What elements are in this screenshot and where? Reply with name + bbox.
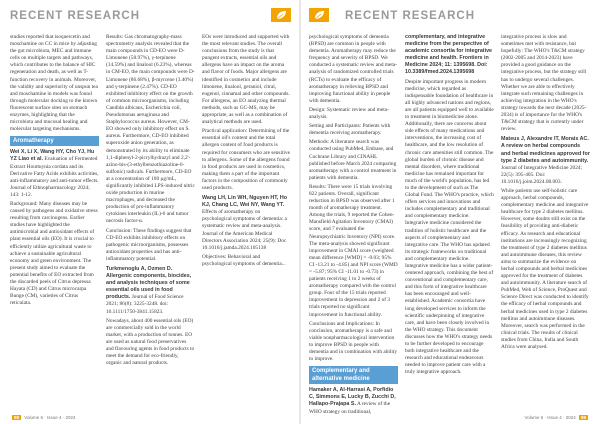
reference-title: Mateus J, Alexandre IT, Morais AC. A review on herbal compounds and herbal medicines approved for type 2 diabetes and autoimmunity. bbox=[501, 136, 590, 164]
paragraph: Objectives: Behavioral and psychological symptoms of dementia... bbox=[202, 253, 286, 267]
paragraph: Nowadays, about 400 essential oils (EO) are commercially sold in the world market, with a production of tonnes. EO are used as natural food preservatives and flavouring agents in food products to meet the demand for eco-friendly, organic and natural products. bbox=[106, 317, 195, 367]
right-footer bbox=[524, 415, 590, 420]
paragraph: Design: Systematic review and meta-analysis. bbox=[309, 106, 389, 121]
left-columns bbox=[10, 34, 291, 408]
reference-entry bbox=[501, 136, 590, 186]
page-number: 99 bbox=[580, 415, 586, 420]
reference-entry bbox=[309, 387, 398, 415]
leaf-logo-icon bbox=[309, 8, 329, 22]
reference-entry bbox=[202, 195, 291, 252]
reference-title: Wang LH, Lin WH, Nguyen HT, Ho KJ, Chang LC, Wei NY, Wang YT. bbox=[202, 195, 287, 209]
right-column-1 bbox=[309, 34, 398, 415]
reference-body: Effects of aromatherapy on psychological symptoms of dementia: a systematic review and meta-analysis. Journal of the American Medical Directors Association 2024; 25(9): Doc 10.1016/j.jamda.2024.105138 bbox=[202, 209, 287, 251]
left-footer bbox=[10, 415, 76, 420]
right-header bbox=[309, 0, 590, 34]
left-column-1 bbox=[10, 34, 99, 408]
paragraph: Methods: A literature search was conducted using PubMed, Embase, and Cochrane Library and CINAHL published before March 2024 comparing aromatherapy with a control treatment in patients with dementia. bbox=[309, 139, 397, 181]
leaf-logo-icon bbox=[271, 8, 291, 22]
reference-title: Wei X, Li X, Wang HY, Cho YJ, Hu YZ Liao et al. bbox=[10, 149, 95, 163]
paragraph: EOs were introduced and supported with the most relevant studies. The overall conclusions from the study is that pungent extracts, essential oils and allergens have an impact on the aroma and flavor of foods. Major allergens are identified in cosmetics and include limonene, linalool, geraniol, citral, eugenol, cinnamal and other compounds. For allergens, an EO analyzing thermal methods, such as GC-MS, may be appropriate, as well as a combination of analytical methods are used. bbox=[202, 34, 290, 126]
paragraph: studies reported that isoquercetin and moschamine on CC in mice by adjusting the gut microbiota, MEC and immune cells on multiple targets and pathways, which contributes to the balance of HIC regeneration and death, as well as T-function recovery in animals. Moreover, the validity and superiority of unspun tea and moschamine in models was found through molecular docking to the known fluorescent surface sites on stomach enzymes, highlighting that the microbiota and mucosal healing and molecular targeting mechanisms. bbox=[10, 34, 98, 133]
reference-continuation: complementary, and integrative medicine from the perspective of academic consortia for integrative medicine and health. Frontiers in Medicine 2024; 11: 1395698. Doi: 10.3389/fmed.2024.1395698 bbox=[405, 34, 493, 76]
reference-title: Hamaker A, Al-Harrasi A, Porfidio C, Simmons E, Lucky B, Zucchi D, Hallapo-Prajapa S. bbox=[309, 387, 396, 408]
paragraph: Results: There were 15 trials involving 822 patients. Overall, significant reduction in BPSD was observed after 1 month of aromatherapy treatment. Among the trials, 9 reported the Cohen-Mansfield Agitation Inventory (CMAI) score, and 7 evaluated the Neuropsychiatric Inventory (NPI) score. The meta-analysis showed significant improvement in CMAI score (weighted mean difference [WMD] = -9.03; 95% CI -13.21 to -4.85) and NPI score (WMD = -5.87; 95% CI -11.01 to -0.73) in patients receiving 1 to 2 weeks of aromatherapy compared with the control group. Four of the 15 trials reported improvement in depression and 2 of 3 trials reported no significant improvement in functional ability. bbox=[309, 183, 398, 318]
page-number: 98 bbox=[14, 415, 20, 420]
reference-title: Turkmenoglu A, Ozmen D. Allergenic components, biocides, and analysis techniques of some essential oils used in food products. bbox=[106, 266, 192, 301]
paragraph: integrative process is slow and sometimes met with resistance, but hopefully: The WHO's T&CM strategy (2002-2005 and 2014-2023) have provided a good guidance on the integrative process, but the strategy still has to undergo several challenges. Whether we are able to effectively integrate such remaining challenges in achieving integration in the WHO's strategy towards the next decade (2025-2034) is of importance for the WHO's T&CM strategy that is currently under review. bbox=[501, 34, 587, 133]
reference-body: Evaluation of Fermented Extract Houttuynia cordata and its Derivative Fatty Acids exhibits activities, anti-inflammatory and anti-tumor effects. Journal of Ethnopharmacology 2024; 143: 1-12. bbox=[10, 156, 99, 198]
paragraph: Background: Many diseases may be caused by pathogens and oxidative stress resulting from carcinogens. Earlier studies have highlighted the antimicrobial and antioxidant effects of plant essential oils (EO). It is crucial to efficiently utilize agricultural waste to achieve a sustainable agricultural economy and green environment. The present study aimed to evaluate the potential benefits of EO extracted from the discarded peels of Citrus depressa Hayata (CD) and Citrus microcarpa Bunge (CM), varieties of Citrus reticulata. bbox=[10, 200, 98, 307]
right-column-3 bbox=[501, 34, 590, 408]
reference-body: A review of the WHO strategy on traditional, bbox=[309, 401, 391, 415]
paragraph: Despite important progress in modern medicine, which regarded as indispensable foundation of healthcare in all highly advanced nations and regions, are all patients equipped well to available to treatment in biomedicine alone. Additionally, there are concerns about side effects of many medications and interventions, the increasing cost of healthcare, and the low resolution of chronic care amenities still common. The global burden of chronic disease and mental disorders, where traditional medicine has remained important for much of the world's population, has led to the development of such as The Global Fund. The WHO's practice, which offers services and innovations and includes complementary and traditional and complementary medicine. Integrative medicine considered the tradition of holistic healthcare and the aspects of complementary and integrative care. The WHO has updated its strategic frameworks on traditional and complementary medicine. Integrative medicine has a wider patient-centered approach, combining the best of conventional and complementary care, and this form of integrative healthcare has been encouraged and well-established. Academic consortia have long developed services to inform the scientific underpinning of integrative care, and have been closely involved in the WHO strategy. This document discusses how the WHO's strategy needs to be further developed to encourage both integrative healthcare and the research and educational endeavours needed to improve patient care with a truly integrative approach. bbox=[405, 78, 494, 376]
paragraph: While patients use self-holistic care approach, herbal compounds, complementary medicine and integrative healthcare for type 2 diabetes mellitus. However, some doubts still exist on the feasibility of providing anti-diabetic efficacy. As research and educational institutions are increasingly recognizing the treatment of type 2 diabetes mellitus and autoimmune diseases, this review aims to summarize the evidence on herbal compounds and herbal medicines approved for the treatment of diabetes and autoimmunity. A literature search of PubMed, Web of Science, ProQuest and Science Direct was conducted to identify the efficacy of herbal compounds and herbal medicines used in type 2 diabetes mellitus and autoimmune diseases. Moreover, search was performed in the clinical trials. The results of clinical studies from China, India and South Africa were analysed. bbox=[501, 187, 589, 351]
paragraph: Practical application: Determining of the essential oil's content and the total allergen content of food products is required for consumers who are sensitive to allergens. Some of the allergens found in food products are used in cosmetics, making them a part of the important factors in the composition of commonly used products. bbox=[202, 128, 290, 191]
left-header bbox=[10, 0, 291, 34]
paragraph: Conclusions and Implications: In conclusion, aromatherapy is a safe and viable nonpharmacological intervention to improve BPSD in people with dementia and in combination with ability to improve. bbox=[309, 320, 398, 363]
right-page bbox=[300, 0, 600, 424]
section-heading-aromatherapy: Aromatherapy bbox=[10, 136, 99, 146]
left-column-3 bbox=[202, 34, 291, 408]
left-header-title: RECENT RESEARCH bbox=[10, 10, 141, 22]
right-header-title: RECENT RESEARCH bbox=[345, 10, 476, 22]
paragraph: Results: Gas chromatography-mass spectrometry analysis revealed that the main compounds in CD-EO were D-Limonene (58.97%), γ-terpinene (14.59%) and linalool (6.23%), whereas in CM-EO, the main compounds were D-Limonene (86.68%), β-myrcene (3.40%) and γ-terpinene (2.47%). CD-EO exhibited inhibitory effect on the growth of common microorganisms, including Candida albicans, Escherichia coli, Pseudomonas aeruginosa and Staphylococcus aureus. However, CM-EO showed only inhibitory effect on S. aureus. Furthermore, CD-EO inhibited superoxide anion generation, as demonstrated by its ability to eliminate 1,1-diphenyl-2-picrylhydrazyl and 2,2'-azino-bis-(3-ethylbenzothiazoline-6-sulfonic) radicals. Furthermore, CD-EO at a concentration of 100 μg/mL, significantly inhibited LPS-induced nitric oxide production in murine macrophages, and decreased the production of pro-inflammatory cytokines interleukin (IL)-6 and tumor necrosis factor-α. bbox=[106, 34, 195, 225]
reference-body: Journal of Food Science 2021; 86(8): 3225-3248. doi: 10.1111/1750-3841.15823. bbox=[106, 294, 184, 315]
section-heading-cam: Complementary and alternative medicine bbox=[309, 366, 398, 384]
footer-text: Volume 6 · Issue 4 · 2024 bbox=[24, 415, 76, 420]
reference-entry bbox=[10, 149, 99, 199]
left-column-2 bbox=[106, 34, 195, 408]
paragraph: Conclusion: These findings suggest that CD-EO exhibits inhibitory effects on pathogenic microorganisms, possesses antioxidant properties and has anti-inflammatory potential. bbox=[106, 227, 192, 262]
reference-entry bbox=[106, 266, 195, 316]
right-column-2 bbox=[405, 34, 494, 408]
paragraph: Setting and Participants: Patients with dementia receiving aromatherapy. bbox=[309, 123, 391, 137]
right-columns bbox=[309, 34, 590, 415]
paragraph: psychological symptoms of dementia (BPSD) are common in people with dementia. Aromatherapy may reduce the frequency and severity of BPSD. We conducted a systematic review and meta-analysis of randomized controlled trials (RCTs) to evaluate the efficacy of aromatherapy in relieving BPSD and improving functional ability in people with dementia. bbox=[309, 34, 397, 104]
reference-body: Journal of Integrative Medicine 2024; 22(5): 395-405. Doi: 10.1016/j.joim.2024.08.003. bbox=[501, 164, 583, 185]
footer-text: Volume 6 · Issue 4 · 2024 bbox=[524, 415, 576, 420]
